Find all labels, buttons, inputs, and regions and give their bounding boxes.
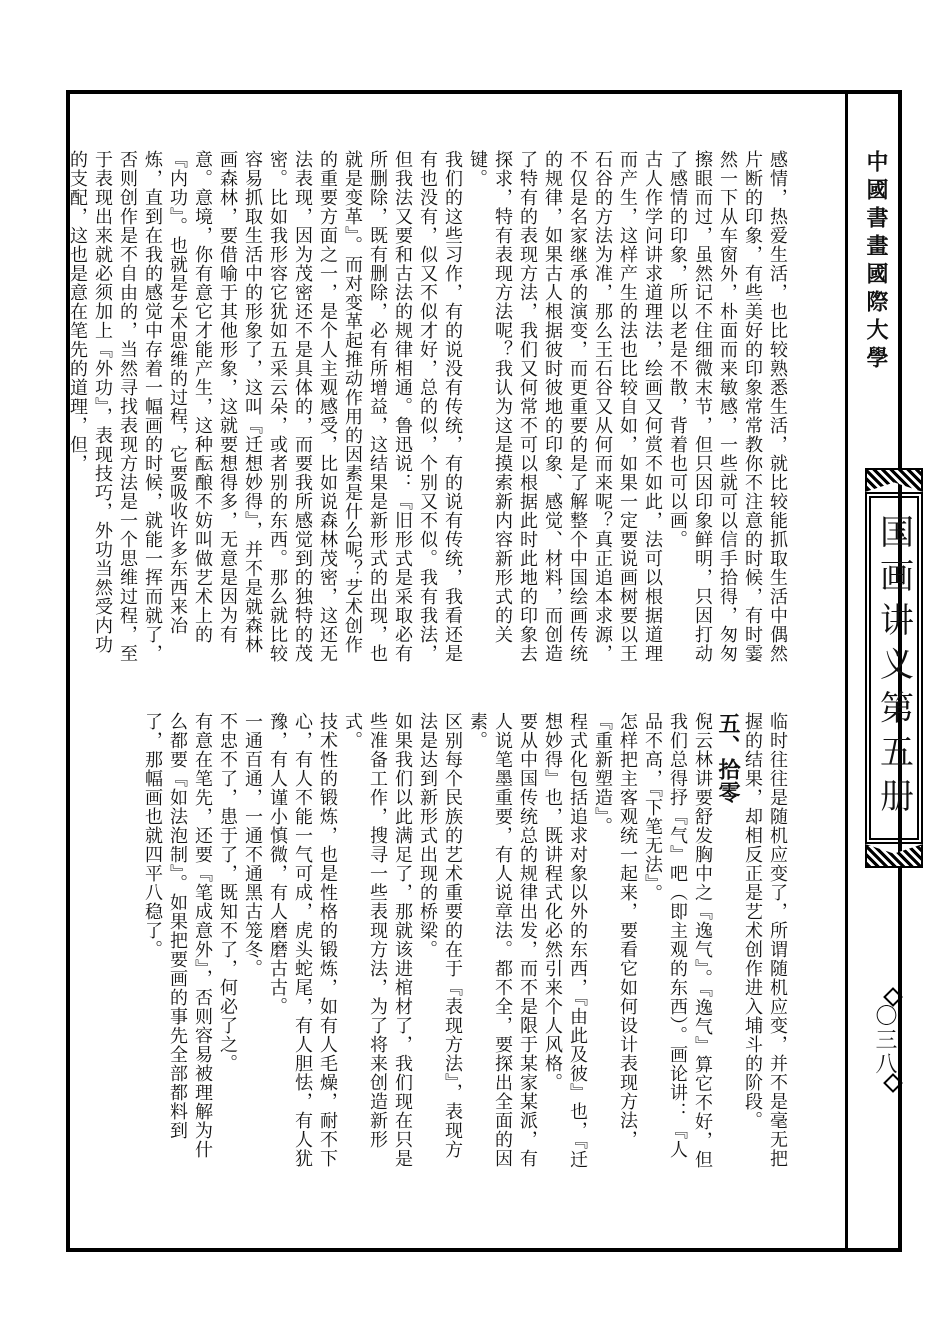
text-block-bottom: [110, 712, 790, 1172]
text-block-top: [67, 150, 790, 670]
diamond-icon: [883, 1073, 903, 1093]
paragraph: 技术性的锻炼，也是性格的锻炼，如有人毛燥，耐不下心，有人不能一气可成，虎头蛇尾，有人胆怯，有人犹豫，有人谨小慎微，有人磨磨古古。: [267, 712, 338, 1168]
paragraph: 古人作学问讲求道理法，绘画又何赏不如此，法可以根据道理而产生，这样产生的法也比较自如，如果一定要说画树要以王石谷的方法为准，那么王石谷又从何而来呢？真正追本求源，不仅是名家继承的演变，而更重要的是了解整个中国绘画传统的规律，如果古人根据彼时彼地的印象、感觉、材料，而创造了特有的表现方法，我们又何常不可以根据此时此地的印象去探求，特有表现方法呢？我认为这是摸索新内容新形式的关键。: [467, 150, 663, 663]
paragraph: 区别每个民族的艺术重要的在于『表现方法』，表现方法是达到新形式出现的桥梁。: [417, 712, 463, 1159]
section-heading: 五、拾零: [715, 712, 741, 804]
ornament-top: [865, 468, 923, 492]
sidebar-divider: [845, 94, 848, 1248]
ornament-bottom: [865, 844, 923, 868]
paragraph: 临时往往是随机应变了，所谓随机应变，并不是毫无把握的结果，却相反正是艺术创作进入埔斗的阶段。: [742, 712, 788, 1168]
paragraph: 不忠不了，患于了，既知不了，何必了之。: [217, 712, 238, 1073]
paragraph: 一通百通，一通不通黑古笼冬。: [242, 712, 263, 978]
paragraph: 程式化包括追求对象以外的东西，『由此及彼』也，『迁想妙得』也，既讲程式化必然引来个人风格。: [542, 712, 588, 1169]
book-title-cartouche: [865, 468, 923, 868]
paragraph: 有意在笔先，还要『笔成意外』，否则容易被理解为什么都要『如法泡制』。如果把要画的事先全部都料到了，那幅画也就四平八稳了。: [142, 712, 213, 1159]
paragraph: 倪云林讲要舒发胸中之『逸气』。『逸气』算它不好，但我们总得抒『气』吧（即主观的东西）。画论讲：『人品不高，『下笔无法』。: [642, 712, 713, 1169]
page-number-block: [864, 990, 900, 1090]
page-number: 〇三八: [872, 1004, 897, 1076]
paragraph: 感情，热爱生活，也比较熟悉生活，就比较能抓取生活中偶然片断的印象，有些美好的印象常常教你不注意的时候，有时霎然一下从车窗外，朴面而来敏感，一些就可以信手拾得，匆匆擦眼而过，虽然记不住细微末节，但只因印象鲜明，只因打动了感情的印象，所以老是不散，背着也可以画。: [667, 150, 788, 663]
school-name: 中國書畫國際大學: [863, 150, 889, 374]
paragraph: 怎样把主客观统一起来，要看它如何设计表现方法，『重新塑造』。: [592, 712, 638, 1149]
paragraph: 要从中国传统总的规律出发，而不是限于某家某派，有人说笔墨重要，有人说章法。都不全，要探出全面的因素。: [467, 712, 538, 1168]
paragraph: 我们的这些习作，有的说没有传统，有的说有传统，我看还是有也没有，似又不似才好，总的似，个别又不似。我有我法，但我法又要和古法的规律相通。鲁迅说：『旧形式是采取必有所删除，既有删除，必有所增益，这结果是新形式的出现，也就是变革』。而对变革起推动作用的因素是什么呢？艺术创作的重要方面之一，是个人主观感受，比如说森林茂密，这还无法表现，因为茂密还不是具体的，而要我所感觉到的独特的茂密。比如我形容它犹如五采云朵，或者别的东西。那么就比较容易抓取生活中的形象了，这叫『迁想妙得』，并不是就森林画森林，要借喻于其他形象，这就要想得多，无意是因为有意。意境，你有意它才能产生，这种酝酿不妨叫做艺术上的『内功』。也就是艺术思维的过程，它要吸收许多东西来冶炼，直到在我的感觉中存着一幅画的时候，就能一挥而就了，否则创作是不自由的，当然寻找表现方法是一个思维过程，至于表现出来就必须加上『外功』，表现技巧，外功当然受内功的支配，这也是意在笔先的道理，但，: [67, 150, 463, 663]
paragraph: 如果我们以此满足了，那就该进棺材了，我们现在只是些准备工作，搜寻一些表现方法，为了将来创造新形式。: [342, 712, 413, 1168]
book-title: 国画讲义第五册: [873, 514, 914, 822]
